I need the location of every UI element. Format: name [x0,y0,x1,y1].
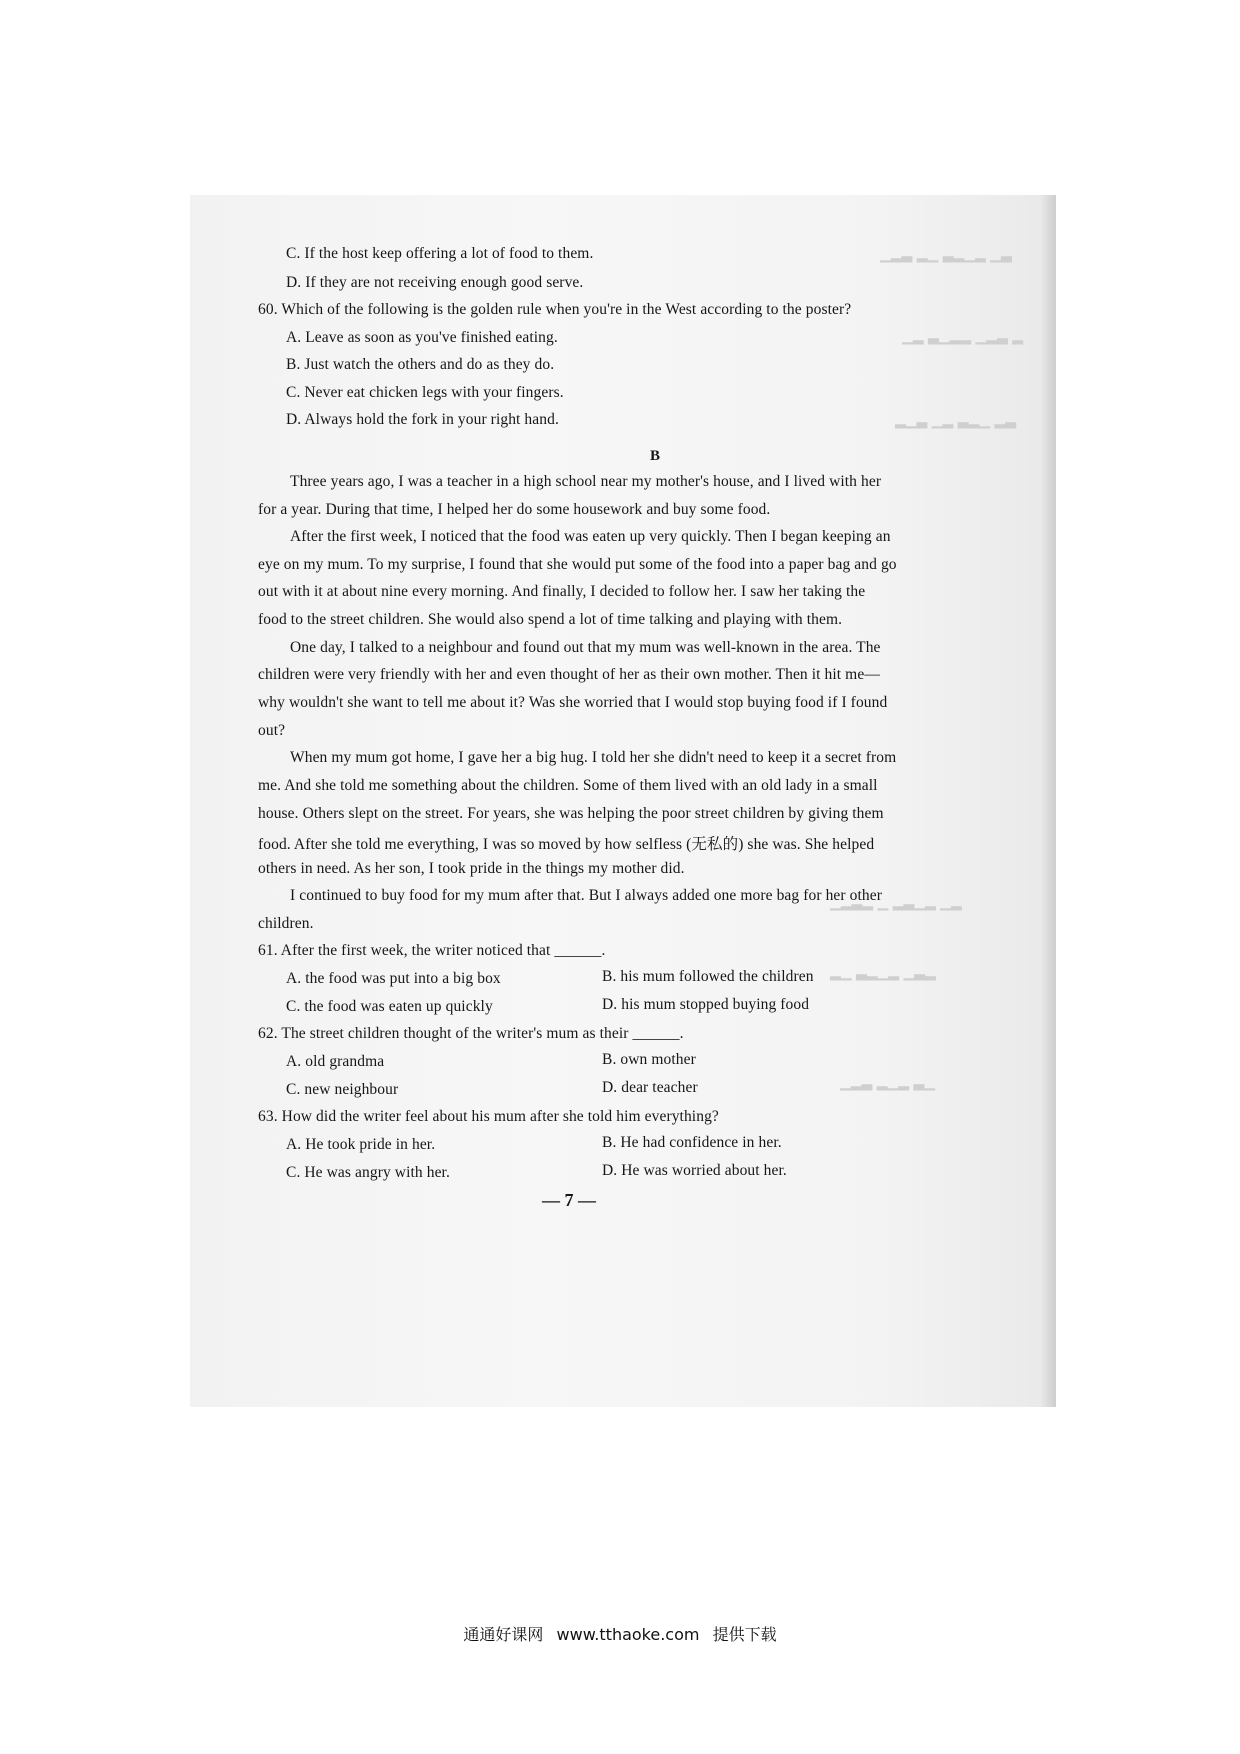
q59-option-c: C. If the host keep offering a lot of food to them. [286,245,594,262]
show-through-marks: ▁▂▃▂ ▁ ▂▃▁▂ ▁▂ [830,895,962,911]
q63-option-c: C. He was angry with her. [286,1164,450,1181]
passage-line: children. [258,915,314,932]
q61-option-d: D. his mum stopped buying food [602,996,810,1013]
q60-option-b: B. Just watch the others and do as they do. [286,356,555,373]
footer-url[interactable]: www.tthaoke.com [556,1625,700,1644]
show-through-marks: ▁▂ ▃▁▂▂ ▁▂▃ ▂ [902,329,1024,345]
passage-line: me. And she told me something about the children. Some of them lived with an old lady in a small [258,777,878,794]
passage-line: food. After she told me everything, I was so moved by how selfless (无私的) she was. She helped [258,836,875,853]
section-label: B [650,448,661,464]
q61-option-a: A. the food was put into a big box [286,970,501,987]
q63-option-d: D. He was worried about her. [602,1162,787,1179]
q61-stem: 61. After the first week, the writer noticed that ______. [258,942,606,959]
passage-line: out with it at about nine every morning. And finally, I decided to follow her. I saw her taking the [258,583,866,600]
q61-option-c: C. the food was eaten up quickly [286,998,493,1015]
passage-line: children were very friendly with her and even thought of her as their own mother. Then it hit me— [258,666,880,683]
show-through-marks: ▂▁ ▃▂▁▂ ▁▃▂ [830,965,936,981]
page-number: — 7 — [542,1190,596,1210]
show-through-marks: ▁▂▃ ▂▁▂ ▃▁ [840,1075,936,1091]
footer-credit [0,1622,1240,1645]
q61-option-b: B. his mum followed the children [602,968,814,985]
q60-stem: 60. Which of the following is the golden rule when you're in the West according to the poster? [258,301,852,318]
q62-stem: 62. The street children thought of the writer's mum as their ______. [258,1025,684,1042]
footer-site-name: 通通好课网 [463,1625,544,1644]
q59-option-d: D. If they are not receiving enough good serve. [286,274,584,291]
show-through-marks: ▁▂▃ ▂▁ ▃▂▁▂ ▁▃ [880,247,1012,263]
passage-line: why wouldn't she want to tell me about it? Was she worried that I would stop buying food if I found [258,694,888,711]
passage-line: out? [258,722,286,739]
q60-option-a: A. Leave as soon as you've finished eating. [286,329,558,346]
passage-line: house. Others slept on the street. For years, she was helping the poor street children by giving them [258,805,884,822]
footer-note: 提供下载 [712,1625,777,1644]
scanned-page [190,195,1056,1407]
passage-line: for a year. During that time, I helped her do some housework and buy some food. [258,501,771,518]
q62-option-d: D. dear teacher [602,1079,698,1096]
q60-option-c: C. Never eat chicken legs with your fingers. [286,384,564,401]
passage-line: One day, I talked to a neighbour and found out that my mum was well-known in the area. The [290,639,881,656]
q63-option-a: A. He took pride in her. [286,1136,436,1153]
passage-line: food to the street children. She would also spend a lot of time talking and playing with them. [258,611,843,628]
q60-option-d: D. Always hold the fork in your right hand. [286,411,559,428]
q62-option-a: A. old grandma [286,1053,385,1070]
q62-option-c: C. new neighbour [286,1081,399,1098]
show-through-marks: ▂▁▃ ▁▂ ▃▂▁ ▂▃ [895,413,1017,429]
passage-line: Three years ago, I was a teacher in a high school near my mother's house, and I lived with her [290,473,882,490]
q63-stem: 63. How did the writer feel about his mum after she told him everything? [258,1108,719,1125]
passage-line: After the first week, I noticed that the food was eaten up very quickly. Then I began keeping an [290,528,891,545]
passage-line: others in need. As her son, I took pride in the things my mother did. [258,860,685,877]
passage-line: I continued to buy food for my mum after that. But I always added one more bag for her other [290,887,883,904]
q63-option-b: B. He had confidence in her. [602,1134,782,1151]
passage-line: When my mum got home, I gave her a big hug. I told her she didn't need to keep it a secret from [290,749,897,766]
q62-option-b: B. own mother [602,1051,696,1068]
passage-line: eye on my mum. To my surprise, I found that she would put some of the food into a paper bag and go [258,556,897,573]
